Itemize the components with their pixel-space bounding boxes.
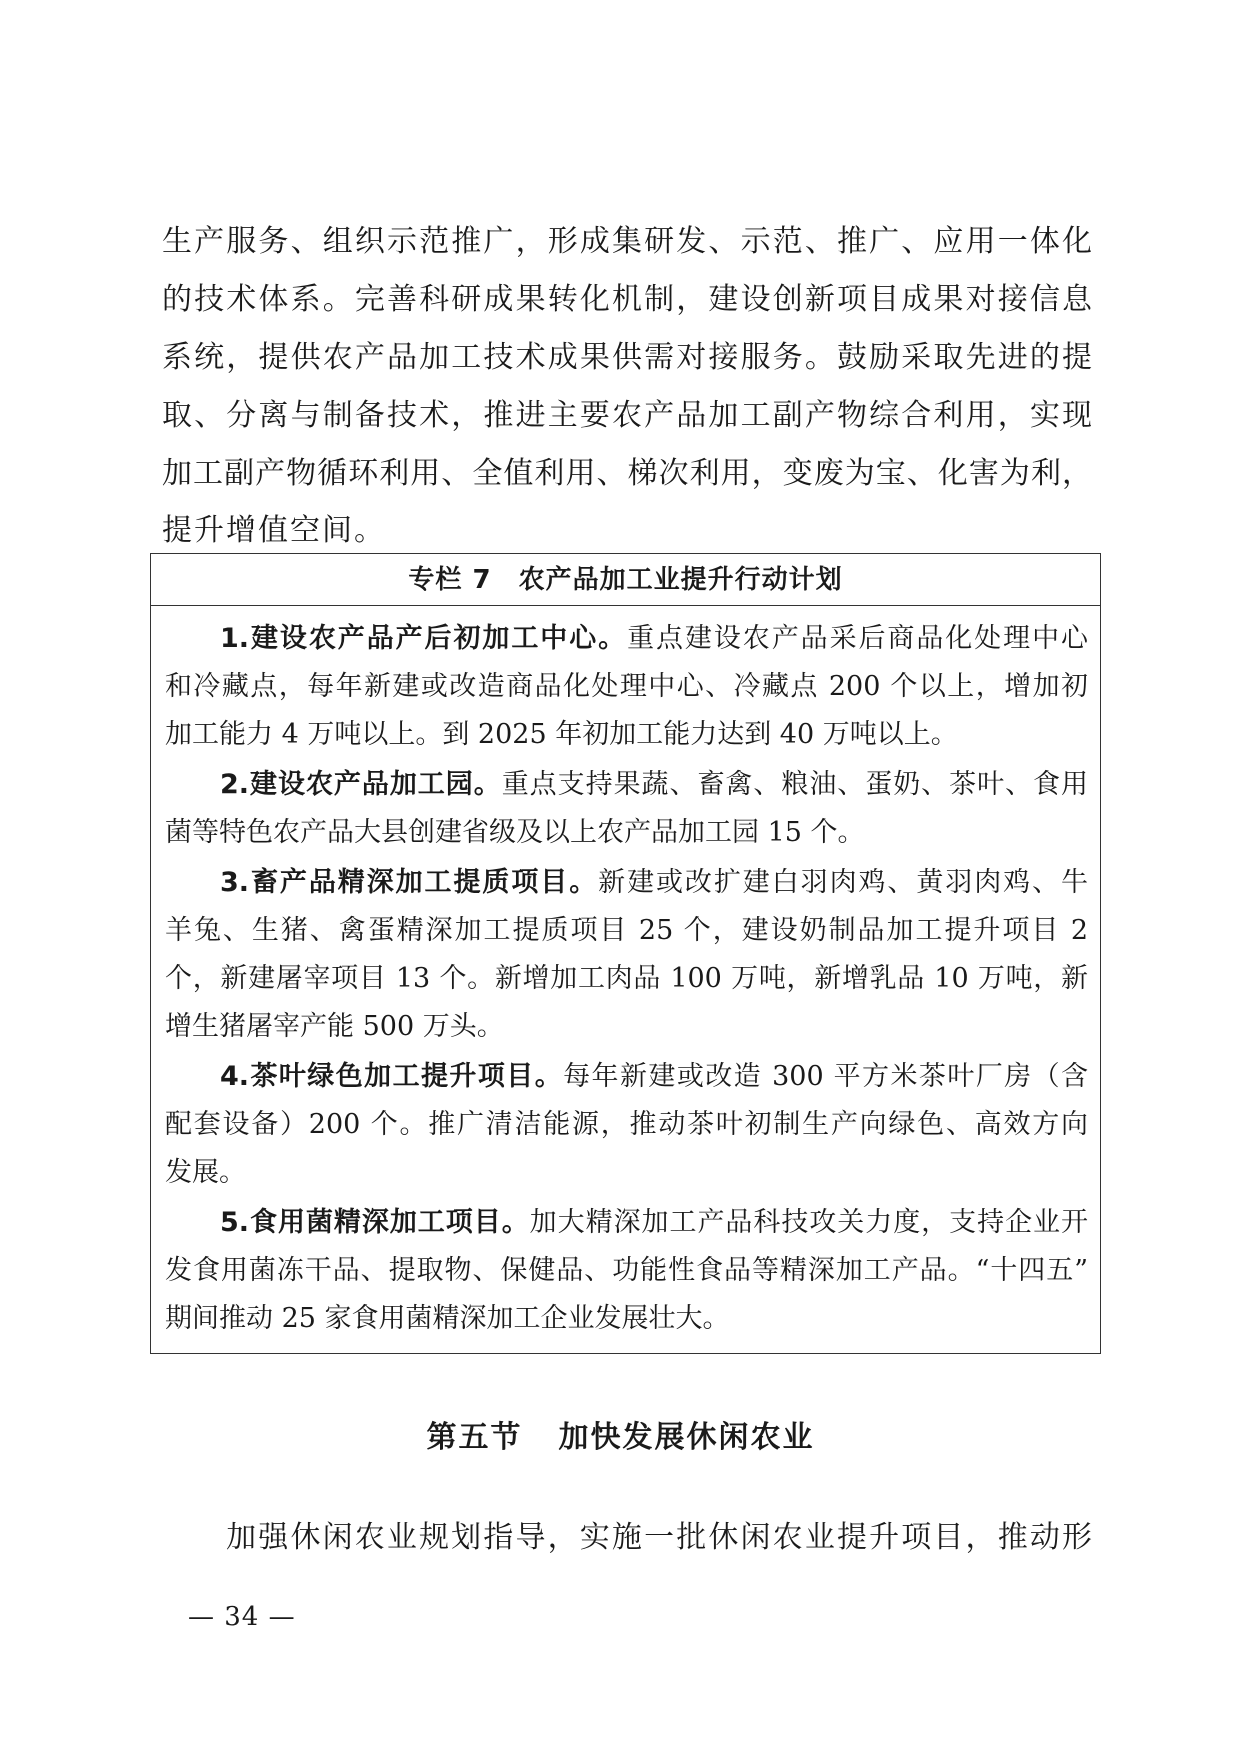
paragraph-line: 生产服务、组织示范推广，形成集研发、示范、推广、应用一体化: [162, 224, 1092, 259]
section-title: [0, 1418, 1241, 1458]
column-item-heading: 1.建设农产品产后初加工中心。: [220, 623, 628, 654]
column-item-line: [165, 1059, 1088, 1095]
column-item-line: 菌等特色农产品大县创建省级及以上农产品加工园 15 个。: [165, 817, 865, 848]
section-number: 第五节: [426, 1420, 523, 1455]
column-item-line: 和冷藏点，每年新建或改造商品化处理中心、冷藏点 200 个以上，增加初: [165, 671, 1088, 702]
column-item-text: 每年新建或改造 300 平方米茶叶厂房（含: [563, 1061, 1089, 1092]
column-item-text: 重点建设农产品采后商品化处理中心: [627, 623, 1089, 654]
column-item-text: 重点支持果蔬、畜禽、粮油、蛋奶、茶叶、食用: [501, 769, 1089, 800]
column-item-line: [165, 767, 1088, 803]
column-item-line: 发展。: [165, 1157, 246, 1188]
column-item-line: 个，新建屠宰项目 13 个。新增加工肉品 100 万吨，新增乳品 10 万吨，新: [165, 963, 1088, 994]
column-item-text: 加大精深加工产品科技攻关力度，支持企业开: [529, 1207, 1089, 1238]
column-title: 专栏 7 农产品加工业提升行动计划: [151, 554, 1100, 606]
paragraph-line: 系统，提供农产品加工技术成果供需对接服务。鼓励采取先进的提: [162, 340, 1092, 375]
column-item-line: 增生猪屠宰产能 500 万头。: [165, 1011, 504, 1042]
page-number: — 34 —: [188, 1602, 296, 1632]
paragraph-line: 加工副产物循环利用、全值利用、梯次利用，变废为宝、化害为利，: [162, 456, 1092, 491]
paragraph-line: 提升增值空间。: [162, 513, 386, 548]
column-item-heading: 3.畜产品精深加工提质项目。: [220, 867, 599, 898]
column-box: [150, 553, 1101, 1354]
paragraph-line: 取、分离与制备技术，推进主要农产品加工副产物综合利用，实现: [162, 398, 1092, 433]
column-item-line: [165, 621, 1088, 657]
column-item-heading: 2.建设农产品加工园。: [220, 769, 502, 800]
column-item-line: [165, 1205, 1088, 1241]
column-item-line: 期间推动 25 家食用菌精深加工企业发展壮大。: [165, 1303, 730, 1334]
section-heading: 加快发展休闲农业: [558, 1420, 815, 1455]
column-item-heading: 5.食用菌精深加工项目。: [220, 1207, 530, 1238]
column-item-line: 配套设备）200 个。推广清洁能源，推动茶叶初制生产向绿色、高效方向: [165, 1109, 1088, 1140]
paragraph-text: 加强休闲农业规划指导，实施一批休闲农业提升项目，推动形: [224, 1520, 1092, 1555]
column-item-line: [165, 865, 1088, 901]
column-item-line: 发食用菌冻干品、提取物、保健品、功能性食品等精深加工产品。“十四五”: [165, 1255, 1088, 1286]
paragraph-line: [162, 1518, 1092, 1558]
column-item-text: 新建或改扩建白羽肉鸡、黄羽肉鸡、牛: [598, 867, 1089, 898]
column-item-line: 加工能力 4 万吨以上。到 2025 年初加工能力达到 40 万吨以上。: [165, 719, 958, 750]
column-item-line: 羊兔、生猪、禽蛋精深加工提质项目 25 个，建设奶制品加工提升项目 2: [165, 915, 1088, 946]
paragraph-line: 的技术体系。完善科研成果转化机制，建设创新项目成果对接信息: [162, 282, 1092, 317]
column-item-heading: 4.茶叶绿色加工提升项目。: [220, 1061, 564, 1092]
